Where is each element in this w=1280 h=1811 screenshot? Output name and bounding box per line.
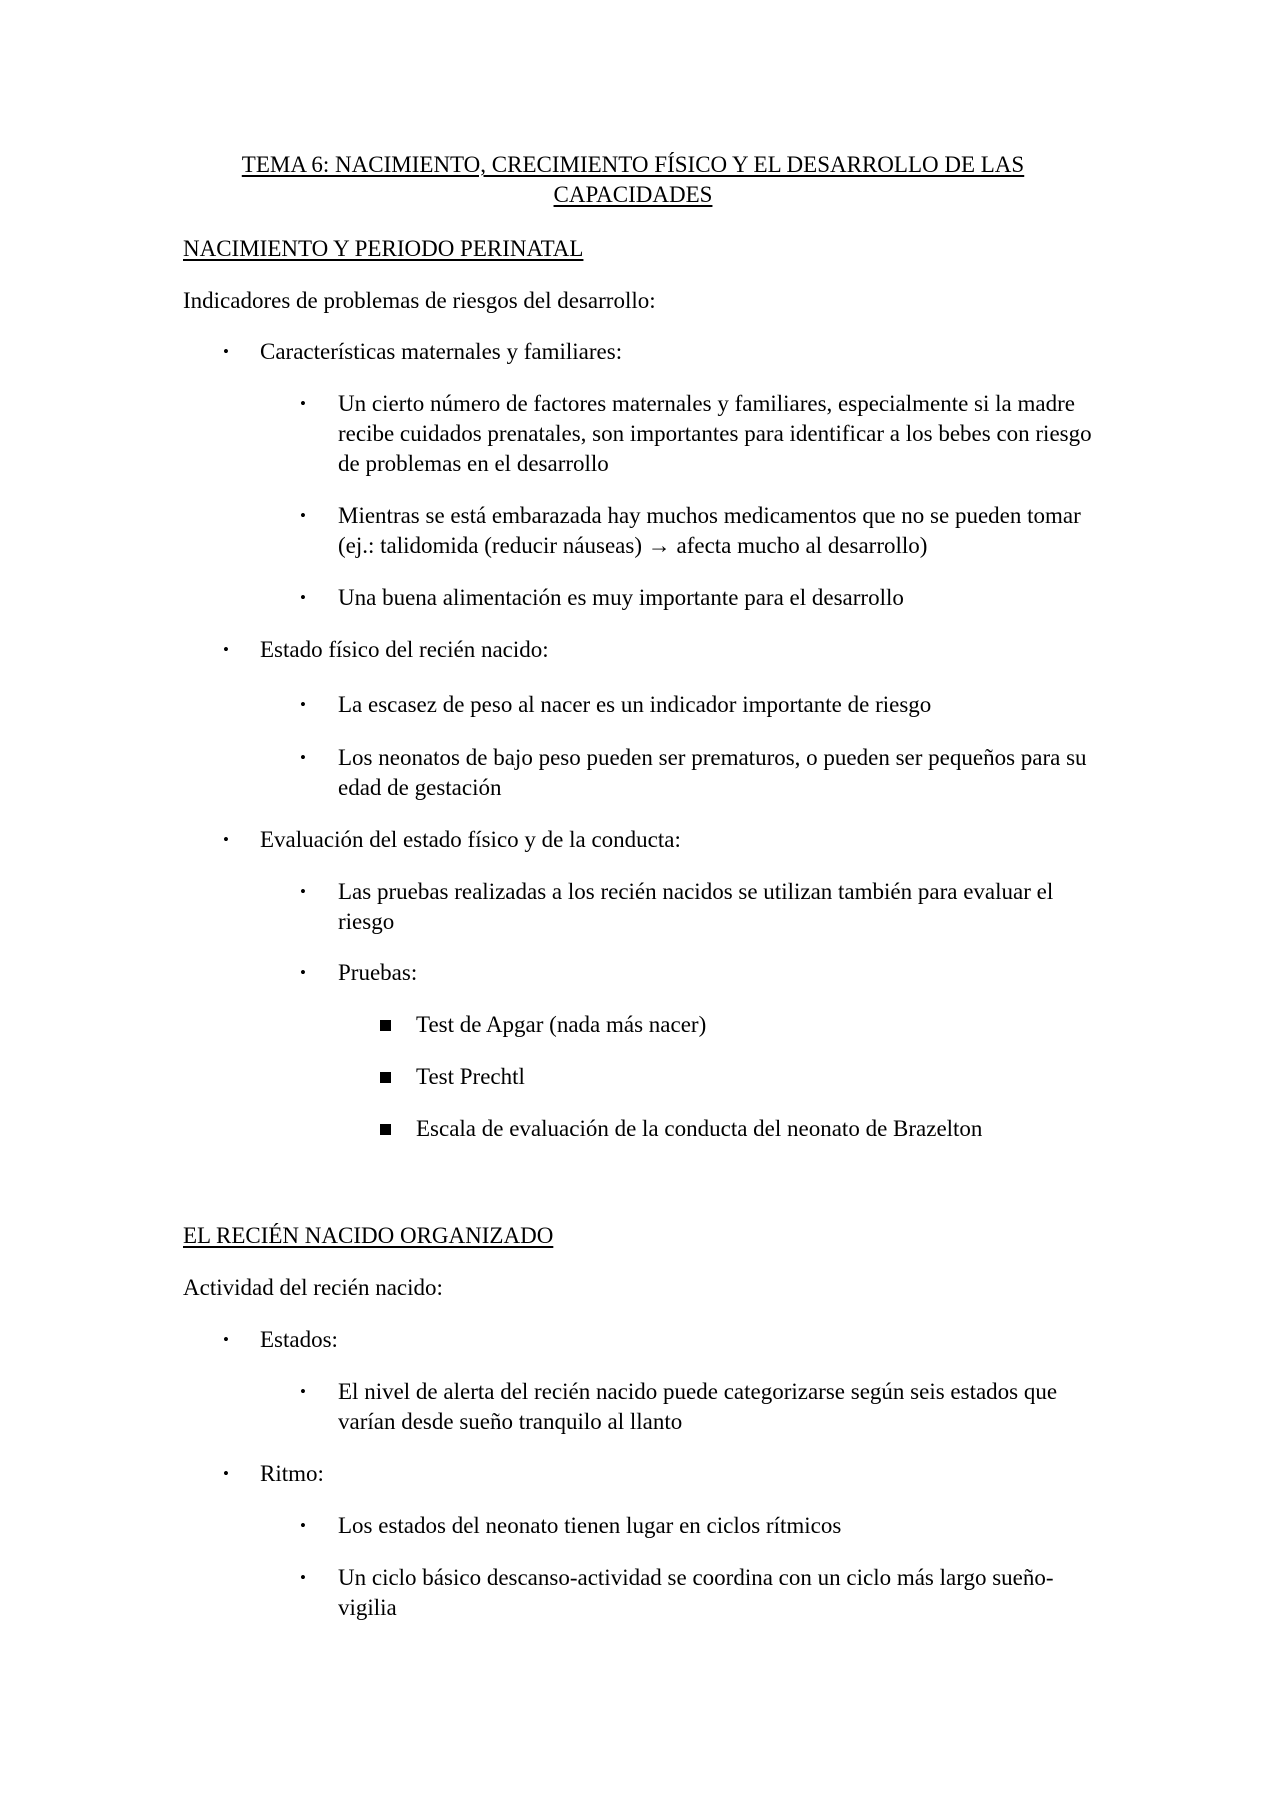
list-item-text: Los neonatos de bajo peso pueden ser prematuros, o pueden ser pequeños para su edad de gestación: [338, 745, 1087, 800]
list-item: [300, 1563, 1108, 1623]
list-item-text: Las pruebas realizadas a los recién nacidos se utilizan también para evaluar el riesgo: [338, 879, 1054, 934]
list-item-text: Un cierto número de factores maternales y familiares, especialmente si la madre recibe cuidados prenatales, son importantes para identificar a los bebes con riesgo de problemas en el desarrollo: [338, 391, 1092, 476]
bullet-icon: •: [300, 963, 306, 982]
bullet-icon: •: [300, 748, 306, 767]
list-item-text: Estado físico del recién nacido:: [260, 637, 549, 662]
list-item: [300, 958, 1108, 988]
bullet-icon: •: [223, 830, 229, 849]
list-item: [223, 635, 1120, 665]
list-item-text: Pruebas:: [338, 960, 418, 985]
square-bullet-icon: [380, 1020, 391, 1031]
list-item-text: Un ciclo básico descanso-actividad se coordina con un ciclo más largo sueño-vigilia: [338, 1565, 1054, 1620]
section-intro-indicadores: Indicadores de problemas de riesgos del desarrollo:: [183, 288, 656, 313]
list-item: [300, 583, 1108, 613]
list-item-text: Estados:: [260, 1327, 338, 1352]
list-item-text: Características maternales y familiares:: [260, 339, 623, 364]
bullet-icon: •: [223, 640, 229, 659]
list-item-text: Test Prechtl: [416, 1064, 525, 1089]
list-item: [300, 743, 1108, 803]
bullet-icon: •: [223, 1464, 229, 1483]
list-item-text: Los estados del neonato tienen lugar en ciclos rítmicos: [338, 1513, 842, 1538]
bullet-icon: •: [300, 882, 306, 901]
bullet-icon: •: [300, 1568, 306, 1587]
bullet-icon: •: [223, 1330, 229, 1349]
list-item: [300, 389, 1108, 479]
list-item: [416, 1114, 1106, 1144]
bullet-icon: •: [223, 342, 229, 361]
list-item-text: La escasez de peso al nacer es un indicador importante de riesgo: [338, 692, 932, 717]
list-item-text: Mientras se está embarazada hay muchos medicamentos que no se pueden tomar (ej.: talidomida (reducir náuseas) → afecta mucho al desarrollo): [338, 503, 1081, 558]
list-item: [300, 877, 1108, 937]
list-item-text: El nivel de alerta del recién nacido puede categorizarse según seis estados que varían desde sueño tranquilo al llanto: [338, 1379, 1058, 1434]
bullet-icon: •: [300, 695, 306, 714]
list-item-text: Evaluación del estado físico y de la conducta:: [260, 827, 681, 852]
list-item-text: Una buena alimentación es muy importante para el desarrollo: [338, 585, 904, 610]
list-item-text: Escala de evaluación de la conducta del neonato de Brazelton: [416, 1116, 983, 1141]
list-item: [223, 337, 1120, 367]
bullet-icon: •: [300, 1382, 306, 1401]
list-item: [300, 690, 1108, 720]
bullet-icon: •: [300, 588, 306, 607]
list-item: [223, 1325, 1120, 1355]
list-item: [416, 1062, 1106, 1092]
bullet-icon: •: [300, 506, 306, 525]
bullet-icon: •: [300, 1516, 306, 1535]
list-item: [223, 825, 1120, 855]
section-heading-nacimiento: NACIMIENTO Y PERIODO PERINATAL: [183, 236, 584, 261]
list-item: [300, 1511, 1108, 1541]
section-intro-actividad: Actividad del recién nacido:: [183, 1275, 443, 1300]
document-title: TEMA 6: NACIMIENTO, CRECIMIENTO FÍSICO Y EL DESARROLLO DE LAS CAPACIDADES: [241, 152, 1025, 207]
square-bullet-icon: [380, 1124, 391, 1135]
list-item: [300, 1377, 1108, 1437]
list-item-text: Ritmo:: [260, 1461, 324, 1486]
square-bullet-icon: [380, 1072, 391, 1083]
list-item-text: Test de Apgar (nada más nacer): [416, 1012, 707, 1037]
list-item: [300, 501, 1108, 561]
list-item: [223, 1459, 1120, 1489]
list-item: [416, 1010, 1106, 1040]
bullet-icon: •: [300, 394, 306, 413]
section-heading-recien-nacido: EL RECIÉN NACIDO ORGANIZADO: [183, 1223, 554, 1248]
